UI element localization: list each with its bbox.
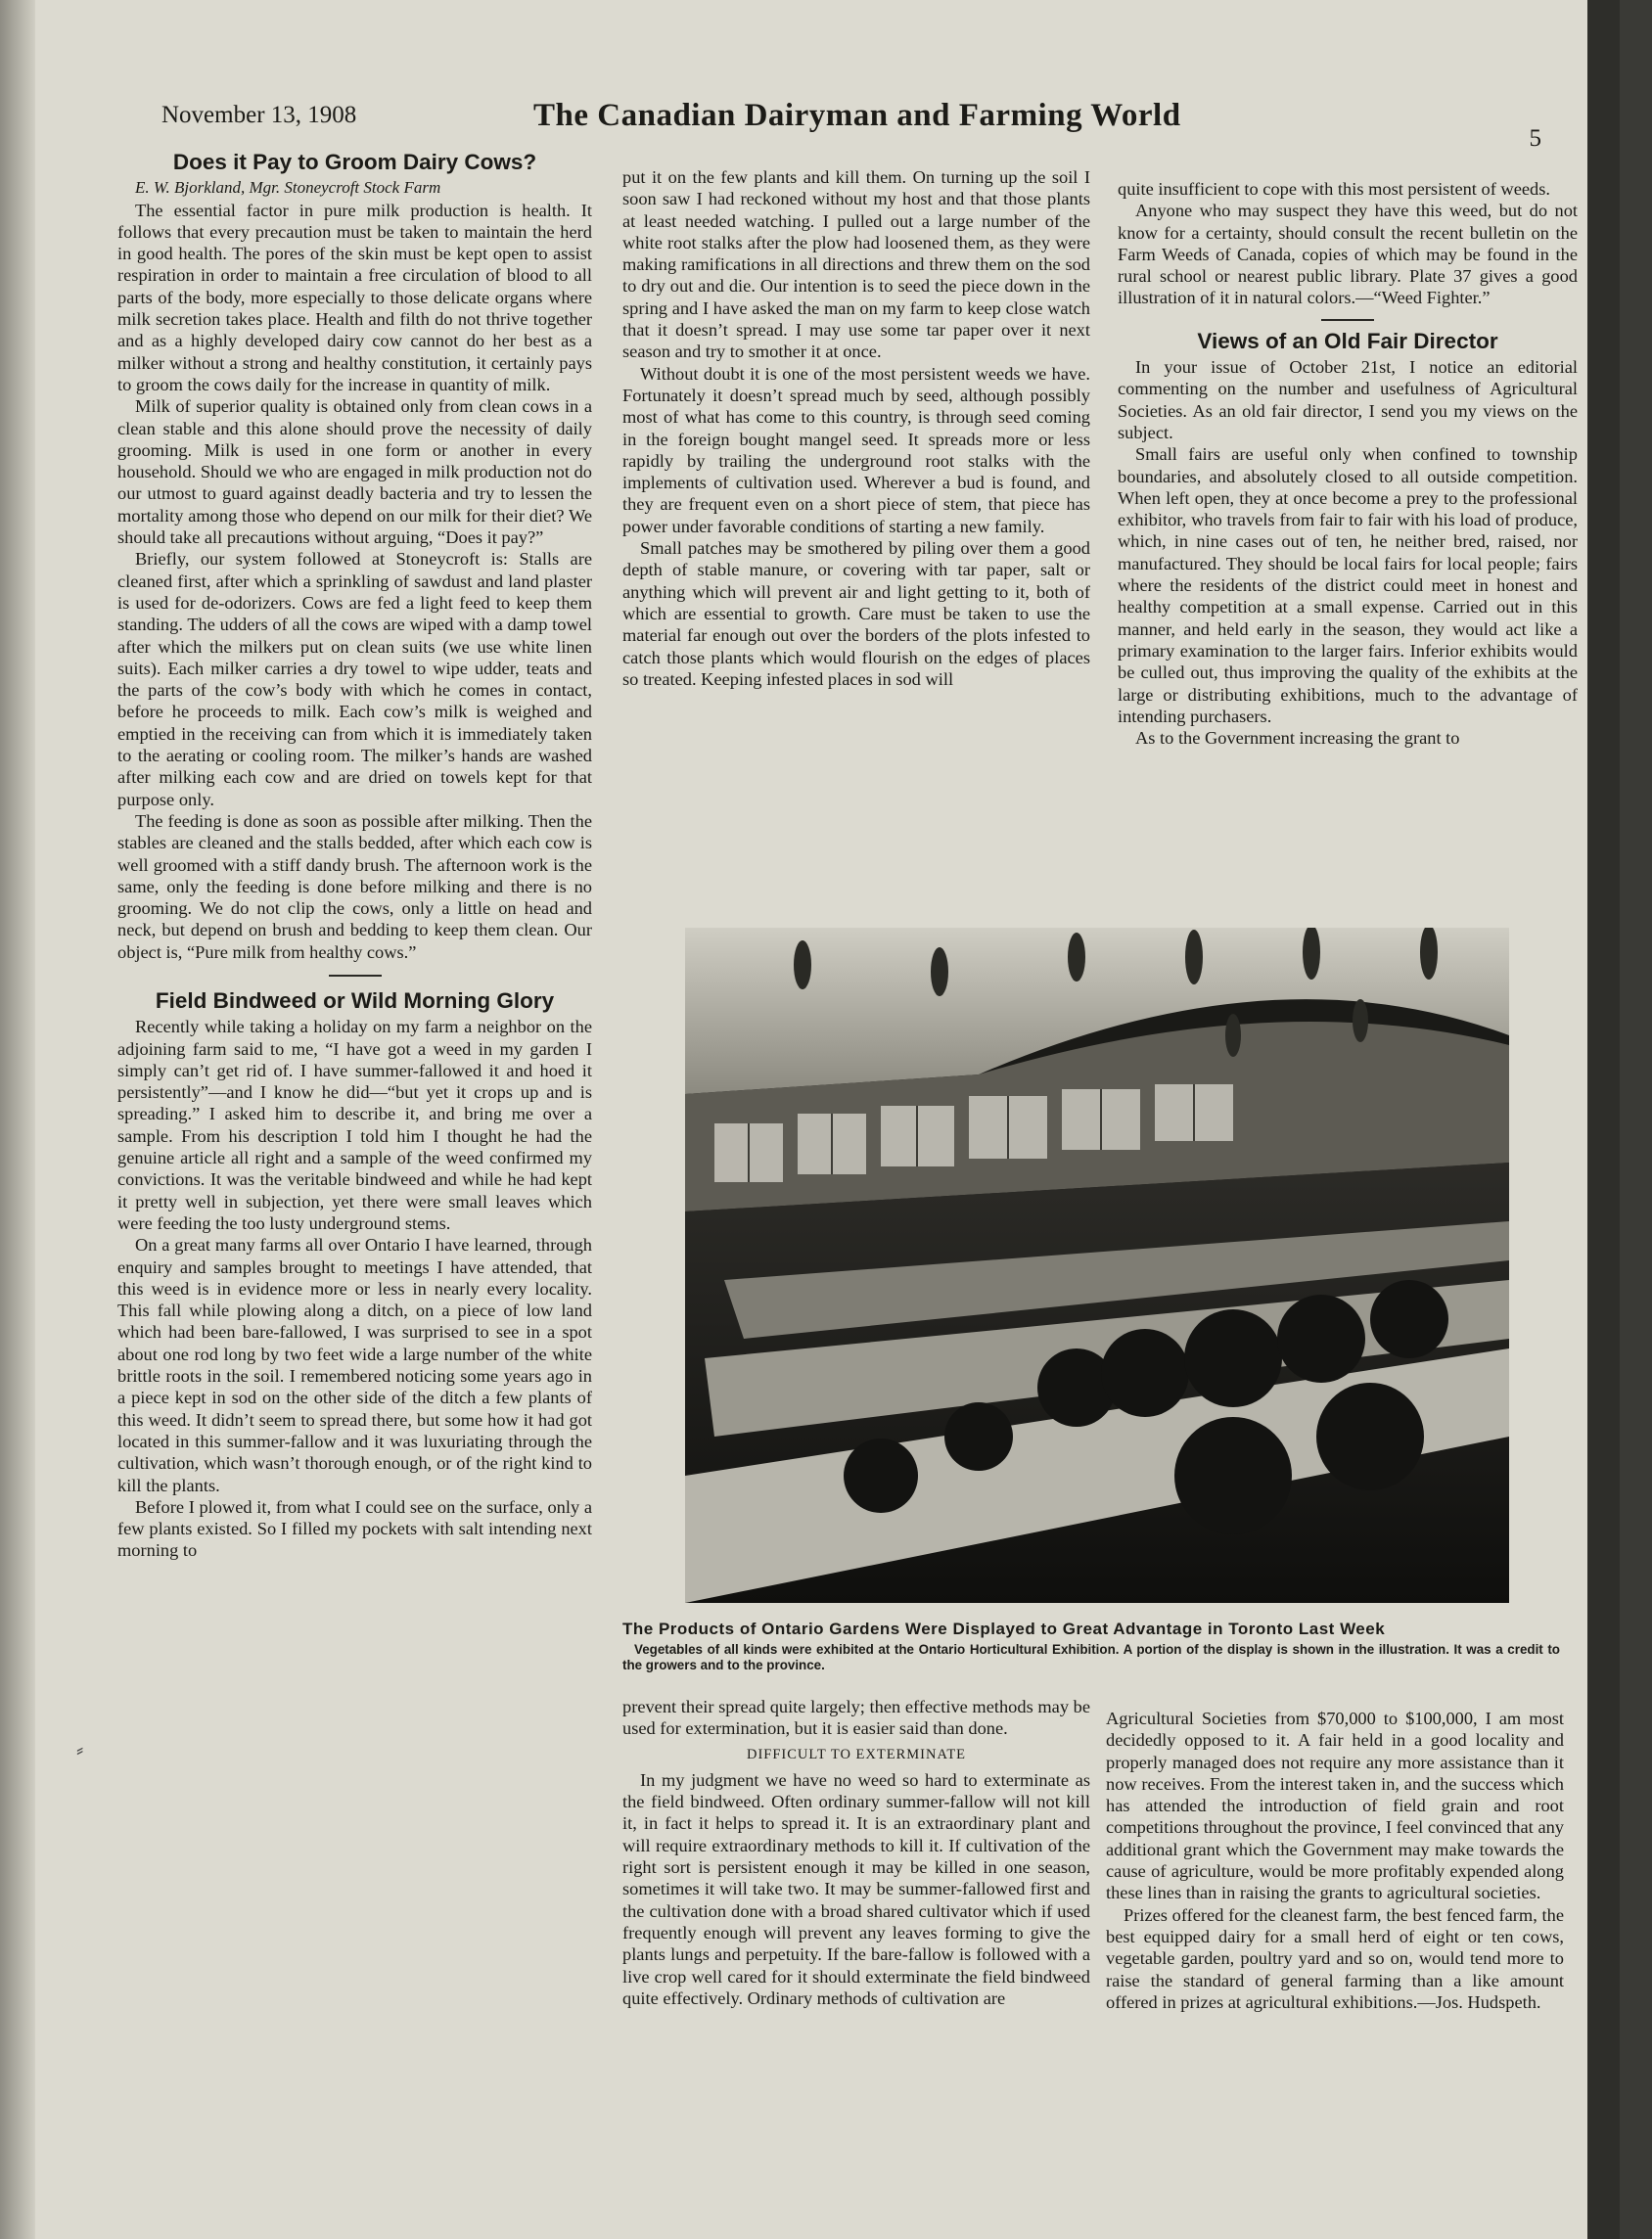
- paragraph: Briefly, our system followed at Stoneycroft is: Stalls are cleaned first, after which a sprinkling of sawdust and land plaster is used for de-odorizers. Cows are fed a light feed to keep them standing. The udders of all the cows are wiped with a damp towel after which the milkers put on clean suits (we use white linen suits). Each milker carries a dry towel to wipe udder, teats and the parts of the cow’s body with which he comes in contact, before he proceeds to milk. Each cow’s milk is weighed and emptied in the receiving can from which it is immediately taken to the aerating or cooling room. The milker’s hands are washed after milking each cow and are dried on towels kept for that purpose only.: [117, 549, 592, 809]
- section-divider: [1321, 319, 1374, 321]
- paragraph: Prizes offered for the cleanest farm, the best fenced farm, the best equipped dairy for a small herd of eight or ten cows, vegetable garden, poultry yard and so on, would tend more to raise the standard of general farming than a like amount offered in prizes at agricultural exhibitions.—Jos. Hudspeth.: [1106, 1904, 1564, 2012]
- section-divider: [329, 975, 382, 977]
- caption-title: The Products of Ontario Gardens Were Displayed to Great Advantage in Toronto Last Week: [622, 1620, 1386, 1638]
- paragraph: prevent their spread quite largely; then effective methods may be used for extermination, but it is easier said than done.: [622, 1697, 1090, 1739]
- publication-title: The Canadian Dairyman and Farming World: [533, 98, 1181, 133]
- paragraph: In my judgment we have no weed so hard to exterminate as the field bindweed. Often ordinary summer-fallow will not kill it, in fact it helps to spread it. It is an extraordinary plant and will require extraordinary methods to kill it. If cultivation of the right sort is persistent enough it may be killed in one season, sometimes it will take two. It may be summer-fallowed first and the cultivation done with a broad shared cultivator which if used frequently enough will prevent any leaves forming to give the plants lungs and perpetuity. If the bare-fallow is followed with a live crop well cared for it should exterminate the field bindweed quite effectively. Ordinary methods of cultivation are: [622, 1769, 1090, 2008]
- exhibition-photo: [685, 928, 1509, 1603]
- column-3-bottom: [1106, 1708, 1564, 2013]
- paragraph: Anyone who may suspect they have this weed, but do not know for a certainty, should consult the recent bulletin on the Farm Weeds of Canada, copies of which may be found in the rural school or nearest public library. Plate 37 gives a good illustration of it in natural colors.—“Weed Fighter.”: [1118, 201, 1578, 308]
- column-1: [117, 152, 592, 1562]
- headline-fair-director: Views of an Old Fair Director: [1197, 328, 1498, 353]
- column-3-top: [1118, 178, 1578, 749]
- paragraph: Recently while taking a holiday on my farm a neighbor on the adjoining farm said to me, “I have got a weed in my garden I simply can’t get rid of. I have summer-fallowed it and hoed it persistently”—and I know he did—“but yet it crops up and is spreading.” I asked him to describe it, and bring me over a sample. From his description I told him I thought he had the genuine article all right and a sample of the weed confirmed my convictions. It was the veritable bindweed and while he had kept it pretty well in subjection, yet there were small leaves which were feeding the too lusty underground stems.: [117, 1017, 592, 1233]
- page-number: 5: [1529, 125, 1541, 152]
- column-2-top: [622, 166, 1090, 690]
- paragraph: quite insufficient to cope with this most persistent of weeds.: [1118, 179, 1550, 199]
- paragraph: Agricultural Societies from $70,000 to $100,000, I am most decidedly opposed to it. A fair held in a good locality and properly managed does not require any more assistance than it now receives. From the interest taken in, and the success which has attended the introduction of field grain and root competitions throughout the province, I feel convinced that any additional grant which the Government may make towards the cause of agriculture, would be more profitably expended along these lines than in raising the grants to agricultural societies.: [1106, 1709, 1564, 1903]
- paragraph: The essential factor in pure milk production is health. It follows that every precaution must be taken to maintain the herd in good health. The pores of the skin must be kept open to assist respiration in order to maintain a free circulation of blood to all parts of the body, more especially to those delicate organs where milk secretion takes place. Health and filth do not thrive together and as a highly developed dairy cow cannot do her best as a milker without a strong and healthy constitution, it certainly pays to groom the cows daily for the increase in quantity of milk.: [117, 200, 592, 394]
- paragraph: As to the Government increasing the grant to: [1135, 728, 1460, 749]
- paragraph: put it on the few plants and kill them. On turning up the soil I soon saw I had reckoned without my host and that those plants at least needed watching. I pulled out a large number of the white root stalks after the plow had loosened them, as they were making ramifications in all directions and threw them on the sod to dry out and die. Our intention is to seed the piece down in the spring and I have asked the man on my farm to keep close watch that it doesn’t spread. I may use some tar paper over it next season and try to smother it at once.: [622, 167, 1090, 362]
- paragraph: Small fairs are useful only when confined to township boundaries, and absolutely closed to all outside competition. When left open, they at once become a prey to the professional exhibitor, who travels from fair to fair with his load of produce, which, in nine cases out of ten, he neither bred, raised, nor manufactured. They should be local fairs for local people; fairs where the residents of the district could meet in honest and healthy competition at a small expense. Carried out in this manner, and held early in the season, they would act like a primary examination to the larger fairs. Inferior exhibits would be culled out, thus improving the quality of the exhibits at the large or distributing exhibitions, much to the advantage of intending purchasers.: [1118, 444, 1578, 726]
- headline-bindweed: Field Bindweed or Wild Morning Glory: [155, 987, 555, 1013]
- issue-date: November 13, 1908: [161, 102, 357, 128]
- page-binding-edge: [0, 0, 35, 2239]
- column-2-bottom: [622, 1696, 1090, 2009]
- photo-caption: [622, 1620, 1560, 1673]
- paragraph: In your issue of October 21st, I notice an editorial commenting on the number and usefulness of Agricultural Societies. As an old fair director, I send you my views on the subject.: [1118, 357, 1578, 442]
- byline: E. W. Bjorkland, Mgr. Stoneycroft Stock Farm: [135, 178, 441, 198]
- paragraph: Without doubt it is one of the most persistent weeds we have. Fortunately it doesn’t spread much by seed, although possibly most of what has come to this country, is through seed coming in the foreign bought mangel seed. It spreads more or less rapidly by trailing the underground root stalks with the implements of cultivation used. Wherever a bud is found, and they are frequent even on a short piece of stem, that piece has power under favorable conditions of starting a new family.: [622, 363, 1090, 536]
- headline-groom-cows: Does it Pay to Groom Dairy Cows?: [172, 150, 537, 174]
- page-right-edge: [1587, 0, 1620, 2239]
- margin-mark: ⸗: [76, 1737, 84, 1761]
- paragraph: Before I plowed it, from what I could see on the surface, only a few plants existed. So I filled my pockets with salt intending next morning to: [117, 1496, 592, 1561]
- subhead-difficult: DIFFICULT TO EXTERMINATE: [746, 1746, 967, 1762]
- caption-text: Vegetables of all kinds were exhibited at the Ontario Horticultural Exhibition. A portion of the display is shown in the illustration. It was a credit to the growers and to the province.: [622, 1642, 1560, 1672]
- page-header: [161, 98, 1541, 152]
- exhibition-hall-illustration: [685, 928, 1509, 1603]
- paragraph: On a great many farms all over Ontario I have learned, through enquiry and samples brought to meetings I have attended, that this weed is in evidence more or less in nearly every locality. This fall while plowing along a ditch, on a piece of low land which had been bare-fallowed, I was surprised to see in a spot about one rod long by two feet wide a large number of the white brittle roots in the soil. I remembered noticing some years ago in a piece kept in sod on the other side of the ditch a few plants of this weed. It didn’t seem to spread there, but some how it had got located in this summer-fallow and it was luxuriating through the cultivation, which wasn’t thorough enough, or of the right kind to kill the plants.: [117, 1235, 592, 1495]
- paragraph: Milk of superior quality is obtained only from clean cows in a clean stable and this alone should prove the necessity of daily grooming. Milk is used in one form or another in every household. Should we who are engaged in milk production not do our utmost to guard against deadly bacteria and try to lessen the mortality among those who depend on our milk for their diet? We should take all precautions without arguing, “Does it pay?”: [117, 396, 592, 548]
- paragraph: The feeding is done as soon as possible after milking. Then the stables are cleaned and the stalls bedded, after which each cow is well groomed with a stiff dandy brush. The afternoon work is the same, only the feeding is done before milking and there is no grooming. We do not clip the cows, only a little on head and neck, but depend on brush and bedding to keep them clean. Our object is, “Pure milk from healthy cows.”: [117, 810, 592, 962]
- paragraph: Small patches may be smothered by piling over them a good depth of stable manure, or covering with tar paper, salt or anything which will prevent air and light getting to it, both of which are essential to growth. Care must be taken to use the material far enough out over the borders of the plots infested to catch those plants which would flourish on the edges of places so treated. Keeping infested places in sod will: [622, 538, 1090, 689]
